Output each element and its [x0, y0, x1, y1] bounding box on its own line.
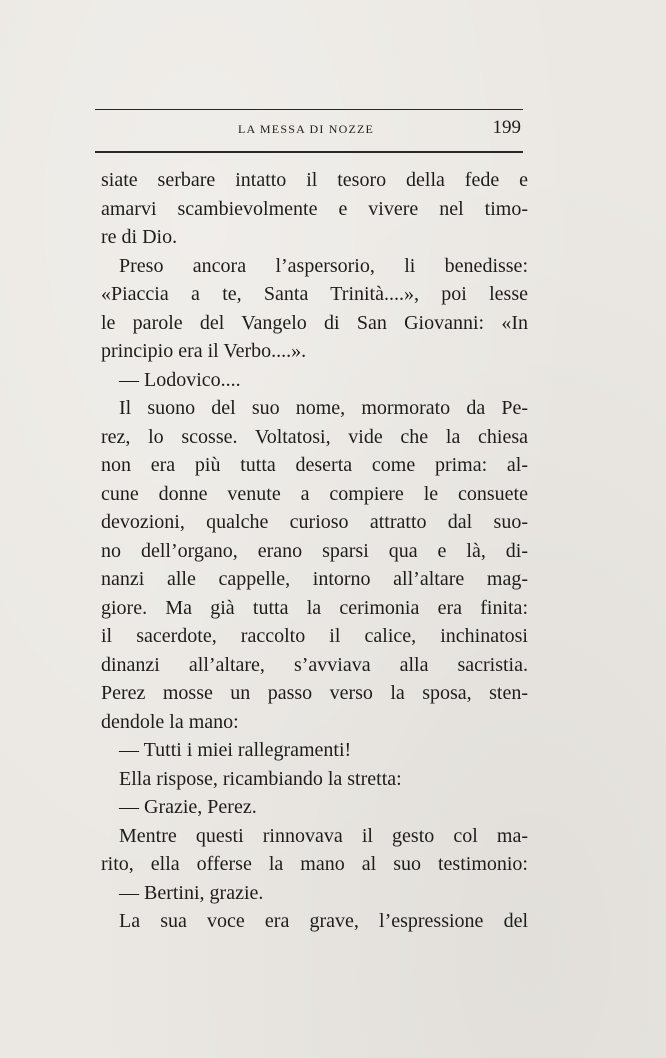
text-line: non era più tutta deserta come prima: al-	[101, 454, 528, 476]
text-line: giore. Ma già tutta la cerimonia era finita:	[101, 596, 528, 619]
text-line: — Bertini, grazie.	[119, 881, 264, 904]
text-line: La sua voce era grave, l’espressione del	[119, 910, 528, 932]
text-line: — Lodovico....	[119, 368, 241, 391]
header-rule-bottom	[95, 151, 523, 153]
running-head	[95, 117, 523, 141]
text-line: dinanzi all’altare, s’avviava alla sacristia.	[101, 653, 528, 676]
text-line: Il suono del suo nome, mormorato da Pe-	[119, 397, 528, 419]
text-line: le parole del Vangelo di San Giovanni: «In	[101, 311, 528, 334]
running-title: LA MESSA DI NOZZE	[238, 122, 375, 136]
text-line: — Grazie, Perez.	[119, 796, 257, 818]
text-line: rez, lo scosse. Voltatosi, vide che la chiesa	[101, 425, 528, 448]
text-line: «Piaccia a te, Santa Trinità....», poi lesse	[101, 283, 528, 305]
text-line: siate serbare intatto il tesoro della fede e	[101, 169, 528, 191]
text-line: dendole la mano:	[101, 710, 239, 733]
text-line: re di Dio.	[101, 226, 178, 248]
text-line: no dell’organo, erano sparsi qua e là, di-	[101, 539, 528, 562]
text-line: rito, ella offerse la mano al suo testimonio:	[101, 853, 528, 875]
text-line: devozioni, qualche curioso attratto dal suo-	[101, 511, 528, 533]
text-line: Ella rispose, ricambiando la stretta:	[119, 767, 402, 790]
page-number: 199	[492, 117, 521, 138]
text-line: Preso ancora l’aspersorio, li benedisse:	[119, 254, 528, 277]
text-line: Perez mosse un passo verso la sposa, sten-	[101, 682, 528, 704]
text-line: principio era il Verbo....».	[101, 340, 307, 362]
text-line: il sacerdote, raccolto il calice, inchinatosi	[101, 625, 528, 647]
header-rule-top	[95, 109, 523, 110]
body-text	[101, 166, 528, 936]
text-line: — Tutti i miei rallegramenti!	[119, 739, 352, 761]
text-line: Mentre questi rinnovava il gesto col ma-	[119, 824, 528, 847]
text-line: cune donne venute a compiere le consuete	[101, 482, 528, 505]
text-line: nanzi alle cappelle, intorno all’altare mag-	[101, 568, 528, 590]
text-line: amarvi scambievolmente e vivere nel timo-	[101, 197, 528, 220]
